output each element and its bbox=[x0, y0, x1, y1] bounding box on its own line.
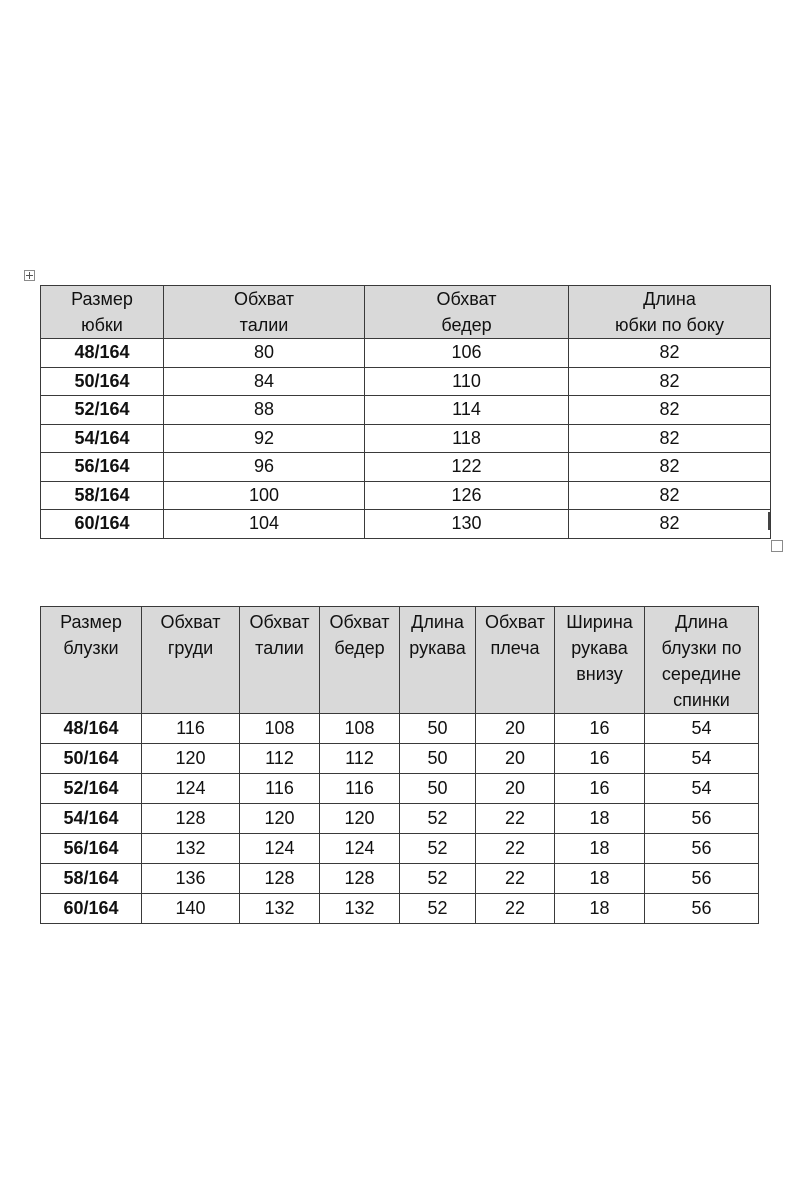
blouse-value-cell: 52 bbox=[400, 894, 476, 924]
blouse-value-cell: 108 bbox=[240, 714, 320, 744]
blouse-value-cell: 128 bbox=[142, 804, 240, 834]
blouse-value-cell: 54 bbox=[645, 774, 759, 804]
blouse-value-cell: 132 bbox=[142, 834, 240, 864]
blouse-value-cell: 20 bbox=[476, 714, 555, 744]
header-label: Длина блузки по середине спинки bbox=[661, 612, 742, 710]
blouse-value-cell: 56 bbox=[645, 864, 759, 894]
skirt-table-row bbox=[41, 339, 771, 368]
header-label: Обхват талии bbox=[234, 289, 294, 335]
blouse-value-cell: 124 bbox=[142, 774, 240, 804]
table-move-handle-icon[interactable] bbox=[24, 270, 35, 281]
table-resize-handle-icon[interactable] bbox=[771, 540, 783, 552]
skirt-size-cell: 52/164 bbox=[41, 396, 164, 425]
skirt-value-cell: 84 bbox=[164, 367, 365, 396]
skirt-value-cell: 122 bbox=[365, 453, 569, 482]
header-label: Размер юбки bbox=[71, 289, 133, 335]
blouse-table-header-row bbox=[41, 607, 759, 714]
skirt-value-cell: 118 bbox=[365, 424, 569, 453]
blouse-size-cell: 60/164 bbox=[41, 894, 142, 924]
skirt-table-row bbox=[41, 367, 771, 396]
skirt-value-cell: 82 bbox=[569, 424, 771, 453]
blouse-size-cell: 58/164 bbox=[41, 864, 142, 894]
skirt-size-cell: 54/164 bbox=[41, 424, 164, 453]
blouse-table-row bbox=[41, 774, 759, 804]
blouse-value-cell: 128 bbox=[320, 864, 400, 894]
blouse-header-size bbox=[41, 607, 142, 714]
blouse-value-cell: 18 bbox=[555, 834, 645, 864]
skirt-value-cell: 82 bbox=[569, 510, 771, 539]
skirt-value-cell: 110 bbox=[365, 367, 569, 396]
skirt-size-table bbox=[40, 285, 771, 539]
header-label: Длина юбки по боку bbox=[615, 289, 724, 335]
skirt-value-cell: 130 bbox=[365, 510, 569, 539]
blouse-value-cell: 54 bbox=[645, 714, 759, 744]
blouse-table-row bbox=[41, 864, 759, 894]
blouse-value-cell: 132 bbox=[240, 894, 320, 924]
blouse-table-row bbox=[41, 894, 759, 924]
blouse-value-cell: 132 bbox=[320, 894, 400, 924]
blouse-value-cell: 108 bbox=[320, 714, 400, 744]
skirt-value-cell: 80 bbox=[164, 339, 365, 368]
header-label: Длина рукава bbox=[409, 612, 466, 658]
skirt-size-cell: 58/164 bbox=[41, 481, 164, 510]
skirt-value-cell: 96 bbox=[164, 453, 365, 482]
blouse-value-cell: 20 bbox=[476, 744, 555, 774]
blouse-value-cell: 120 bbox=[240, 804, 320, 834]
blouse-header-waist bbox=[240, 607, 320, 714]
blouse-value-cell: 56 bbox=[645, 894, 759, 924]
blouse-value-cell: 20 bbox=[476, 774, 555, 804]
skirt-value-cell: 100 bbox=[164, 481, 365, 510]
blouse-value-cell: 50 bbox=[400, 744, 476, 774]
skirt-header-waist bbox=[164, 286, 365, 339]
blouse-table-row bbox=[41, 744, 759, 774]
skirt-table-row bbox=[41, 396, 771, 425]
blouse-size-cell: 54/164 bbox=[41, 804, 142, 834]
blouse-value-cell: 22 bbox=[476, 804, 555, 834]
blouse-value-cell: 120 bbox=[142, 744, 240, 774]
skirt-value-cell: 82 bbox=[569, 481, 771, 510]
skirt-value-cell: 104 bbox=[164, 510, 365, 539]
blouse-value-cell: 50 bbox=[400, 774, 476, 804]
blouse-value-cell: 116 bbox=[142, 714, 240, 744]
blouse-value-cell: 22 bbox=[476, 864, 555, 894]
blouse-value-cell: 56 bbox=[645, 804, 759, 834]
blouse-header-shoulder bbox=[476, 607, 555, 714]
blouse-header-sleeve-width bbox=[555, 607, 645, 714]
blouse-value-cell: 56 bbox=[645, 834, 759, 864]
header-label: Обхват бедер bbox=[329, 612, 390, 658]
skirt-value-cell: 82 bbox=[569, 367, 771, 396]
blouse-value-cell: 124 bbox=[320, 834, 400, 864]
blouse-value-cell: 16 bbox=[555, 714, 645, 744]
blouse-size-cell: 56/164 bbox=[41, 834, 142, 864]
header-label: Ширина рукава внизу bbox=[566, 612, 633, 684]
skirt-table-row bbox=[41, 424, 771, 453]
header-label: Обхват груди bbox=[160, 612, 221, 658]
blouse-value-cell: 54 bbox=[645, 744, 759, 774]
text-cursor bbox=[768, 512, 770, 530]
blouse-value-cell: 50 bbox=[400, 714, 476, 744]
skirt-header-hips bbox=[365, 286, 569, 339]
blouse-size-cell: 48/164 bbox=[41, 714, 142, 744]
blouse-value-cell: 112 bbox=[240, 744, 320, 774]
skirt-value-cell: 82 bbox=[569, 396, 771, 425]
skirt-size-cell: 60/164 bbox=[41, 510, 164, 539]
skirt-size-cell: 48/164 bbox=[41, 339, 164, 368]
blouse-value-cell: 140 bbox=[142, 894, 240, 924]
skirt-value-cell: 88 bbox=[164, 396, 365, 425]
blouse-value-cell: 18 bbox=[555, 864, 645, 894]
skirt-table-row bbox=[41, 481, 771, 510]
blouse-value-cell: 136 bbox=[142, 864, 240, 894]
blouse-value-cell: 22 bbox=[476, 834, 555, 864]
skirt-value-cell: 92 bbox=[164, 424, 365, 453]
blouse-value-cell: 52 bbox=[400, 834, 476, 864]
blouse-table-row bbox=[41, 834, 759, 864]
skirt-value-cell: 106 bbox=[365, 339, 569, 368]
blouse-value-cell: 52 bbox=[400, 864, 476, 894]
skirt-value-cell: 114 bbox=[365, 396, 569, 425]
skirt-size-cell: 50/164 bbox=[41, 367, 164, 396]
skirt-table-header-row bbox=[41, 286, 771, 339]
blouse-header-hips bbox=[320, 607, 400, 714]
blouse-header-back-length bbox=[645, 607, 759, 714]
blouse-table-row bbox=[41, 804, 759, 834]
blouse-value-cell: 18 bbox=[555, 894, 645, 924]
skirt-table-row bbox=[41, 453, 771, 482]
blouse-table-row bbox=[41, 714, 759, 744]
blouse-value-cell: 124 bbox=[240, 834, 320, 864]
skirt-header-length bbox=[569, 286, 771, 339]
blouse-value-cell: 128 bbox=[240, 864, 320, 894]
skirt-size-cell: 56/164 bbox=[41, 453, 164, 482]
blouse-header-chest bbox=[142, 607, 240, 714]
blouse-value-cell: 116 bbox=[240, 774, 320, 804]
skirt-value-cell: 82 bbox=[569, 339, 771, 368]
skirt-table-row bbox=[41, 510, 771, 539]
header-label: Обхват плеча bbox=[485, 612, 545, 658]
blouse-value-cell: 18 bbox=[555, 804, 645, 834]
blouse-value-cell: 52 bbox=[400, 804, 476, 834]
header-label: Обхват талии bbox=[249, 612, 310, 658]
skirt-value-cell: 82 bbox=[569, 453, 771, 482]
blouse-value-cell: 120 bbox=[320, 804, 400, 834]
blouse-value-cell: 22 bbox=[476, 894, 555, 924]
blouse-value-cell: 112 bbox=[320, 744, 400, 774]
skirt-header-size bbox=[41, 286, 164, 339]
blouse-size-table bbox=[40, 606, 759, 924]
blouse-header-sleeve-length bbox=[400, 607, 476, 714]
blouse-value-cell: 16 bbox=[555, 774, 645, 804]
header-label: Обхват бедер bbox=[436, 289, 497, 335]
header-label: Размер блузки bbox=[60, 612, 122, 658]
blouse-value-cell: 116 bbox=[320, 774, 400, 804]
blouse-size-cell: 50/164 bbox=[41, 744, 142, 774]
blouse-size-cell: 52/164 bbox=[41, 774, 142, 804]
skirt-value-cell: 126 bbox=[365, 481, 569, 510]
blouse-value-cell: 16 bbox=[555, 744, 645, 774]
